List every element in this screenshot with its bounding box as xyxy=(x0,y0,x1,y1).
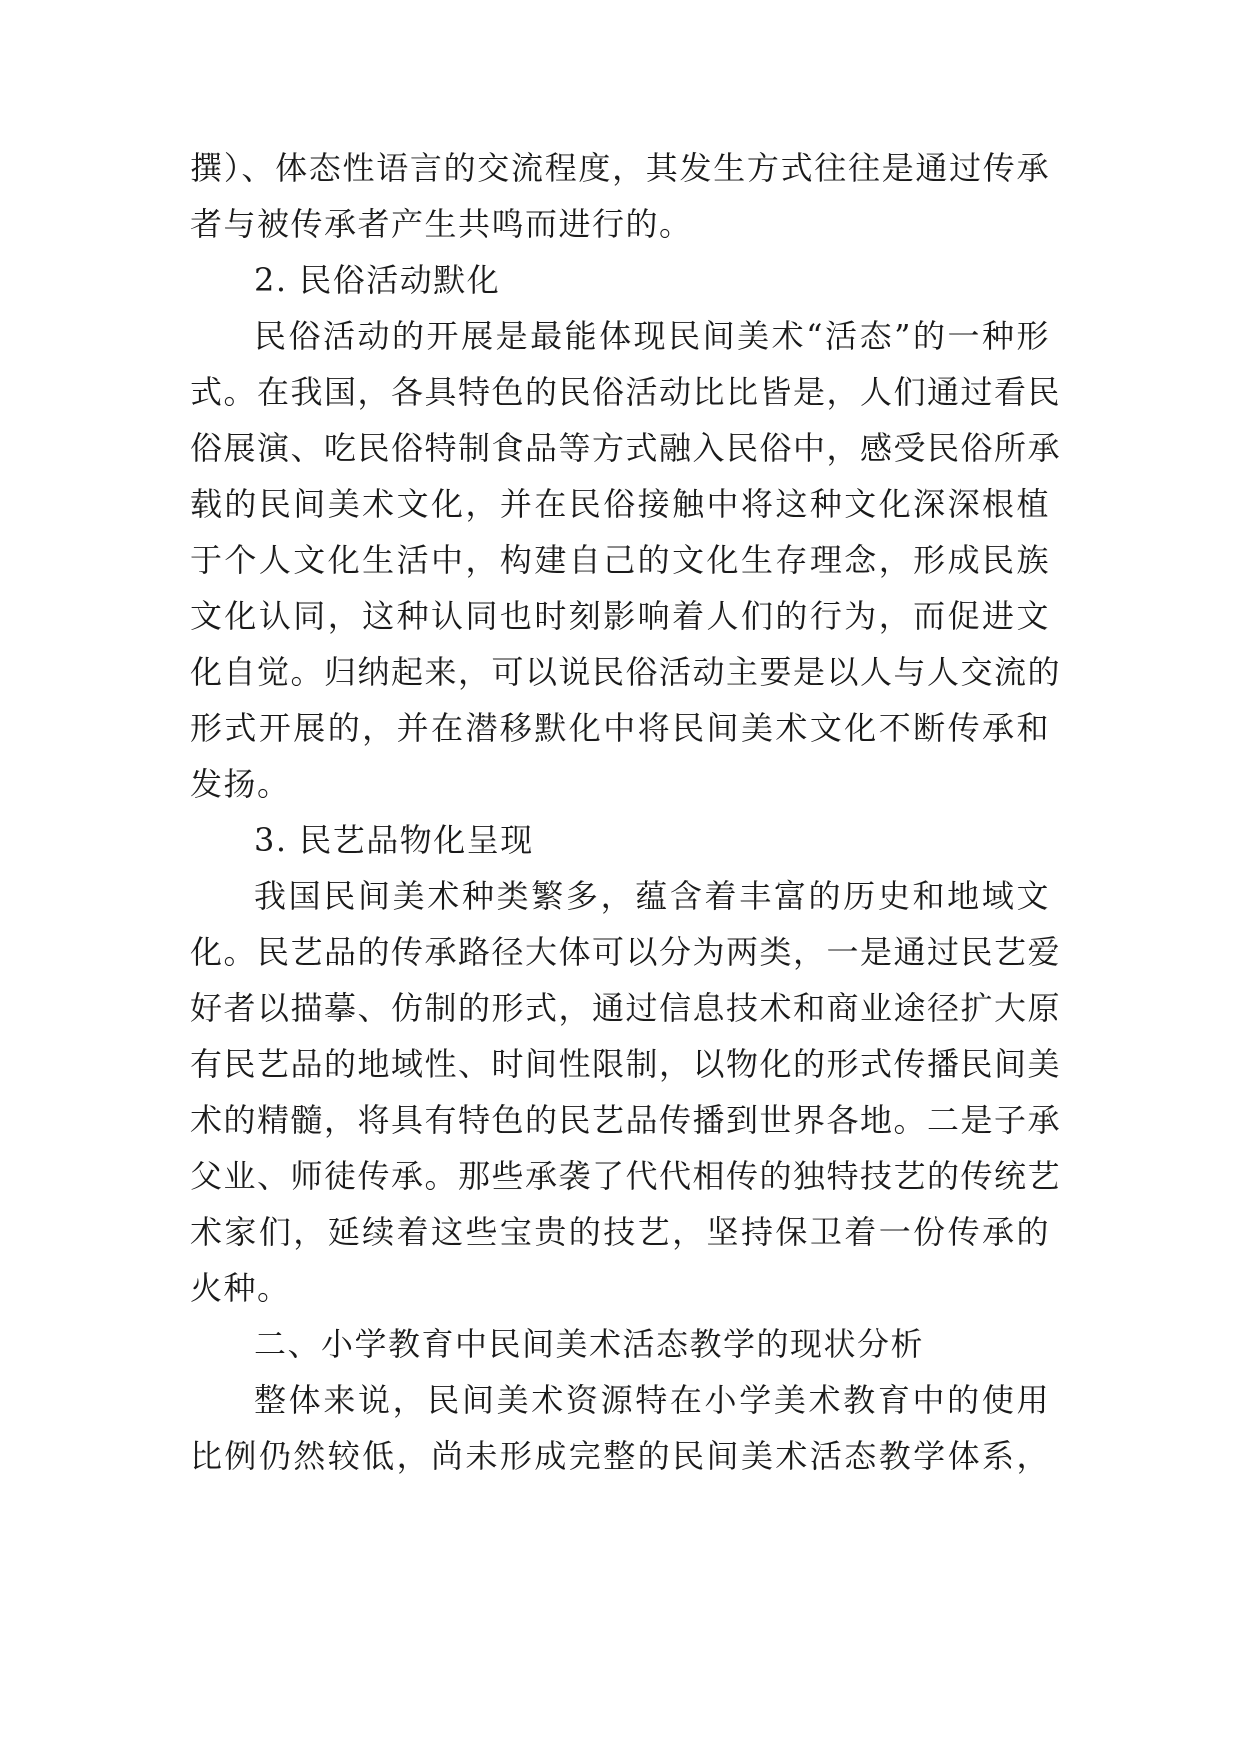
paragraph-line: 撰）、体态性语言的交流程度，其发生方式往往是通过传承 xyxy=(190,149,1050,187)
paragraph-line: 者与被传承者产生共鸣而进行的。 xyxy=(190,205,693,243)
paragraph-line: 火种。 xyxy=(190,1269,291,1307)
paragraph-line: 术家们，延续着这些宝贵的技艺，坚持保卫着一份传承的 xyxy=(190,1213,1050,1251)
section-heading: 二、小学教育中民间美术活态教学的现状分析 xyxy=(254,1325,925,1363)
paragraph-line: 俗展演、吃民俗特制食品等方式融入民俗中，感受民俗所承 xyxy=(190,429,1062,467)
paragraph-line: 比例仍然较低，尚未形成完整的民间美术活态教学体系， xyxy=(190,1437,1050,1475)
paragraph-line: 民俗活动的开展是最能体现民间美术“活态”的一种形 xyxy=(254,317,1050,355)
paragraph-line: 好者以描摹、仿制的形式，通过信息技术和商业途径扩大原 xyxy=(190,989,1062,1027)
paragraph-line: 化自觉。归纳起来，可以说民俗活动主要是以人与人交流的 xyxy=(190,653,1062,691)
paragraph-line: 形式开展的，并在潜移默化中将民间美术文化不断传承和 xyxy=(190,709,1050,747)
paragraph-line: 发扬。 xyxy=(190,765,291,803)
paragraph-line: 化。民艺品的传承路径大体可以分为两类，一是通过民艺爱 xyxy=(190,933,1062,971)
paragraph-line: 于个人文化生活中，构建自己的文化生存理念，形成民族 xyxy=(190,541,1050,579)
paragraph-line: 我国民间美术种类繁多，蕴含着丰富的历史和地域文 xyxy=(254,877,1050,915)
paragraph-line: 文化认同，这种认同也时刻影响着人们的行为，而促进文 xyxy=(190,597,1050,635)
paragraph-line: 载的民间美术文化，并在民俗接触中将这种文化深深根植 xyxy=(190,485,1050,523)
paragraph-line: 有民艺品的地域性、时间性限制，以物化的形式传播民间美 xyxy=(190,1045,1062,1083)
paragraph-line: 术的精髓，将具有特色的民艺品传播到世界各地。二是子承 xyxy=(190,1101,1062,1139)
paragraph-line: 式。在我国，各具特色的民俗活动比比皆是，人们通过看民 xyxy=(190,373,1062,411)
section-heading: 3. 民艺品物化呈现 xyxy=(254,821,534,859)
section-heading: 2. 民俗活动默化 xyxy=(254,261,501,299)
paragraph-line: 父业、师徒传承。那些承袭了代代相传的独特技艺的传统艺 xyxy=(190,1157,1062,1195)
paragraph-line: 整体来说，民间美术资源特在小学美术教育中的使用 xyxy=(254,1381,1050,1419)
